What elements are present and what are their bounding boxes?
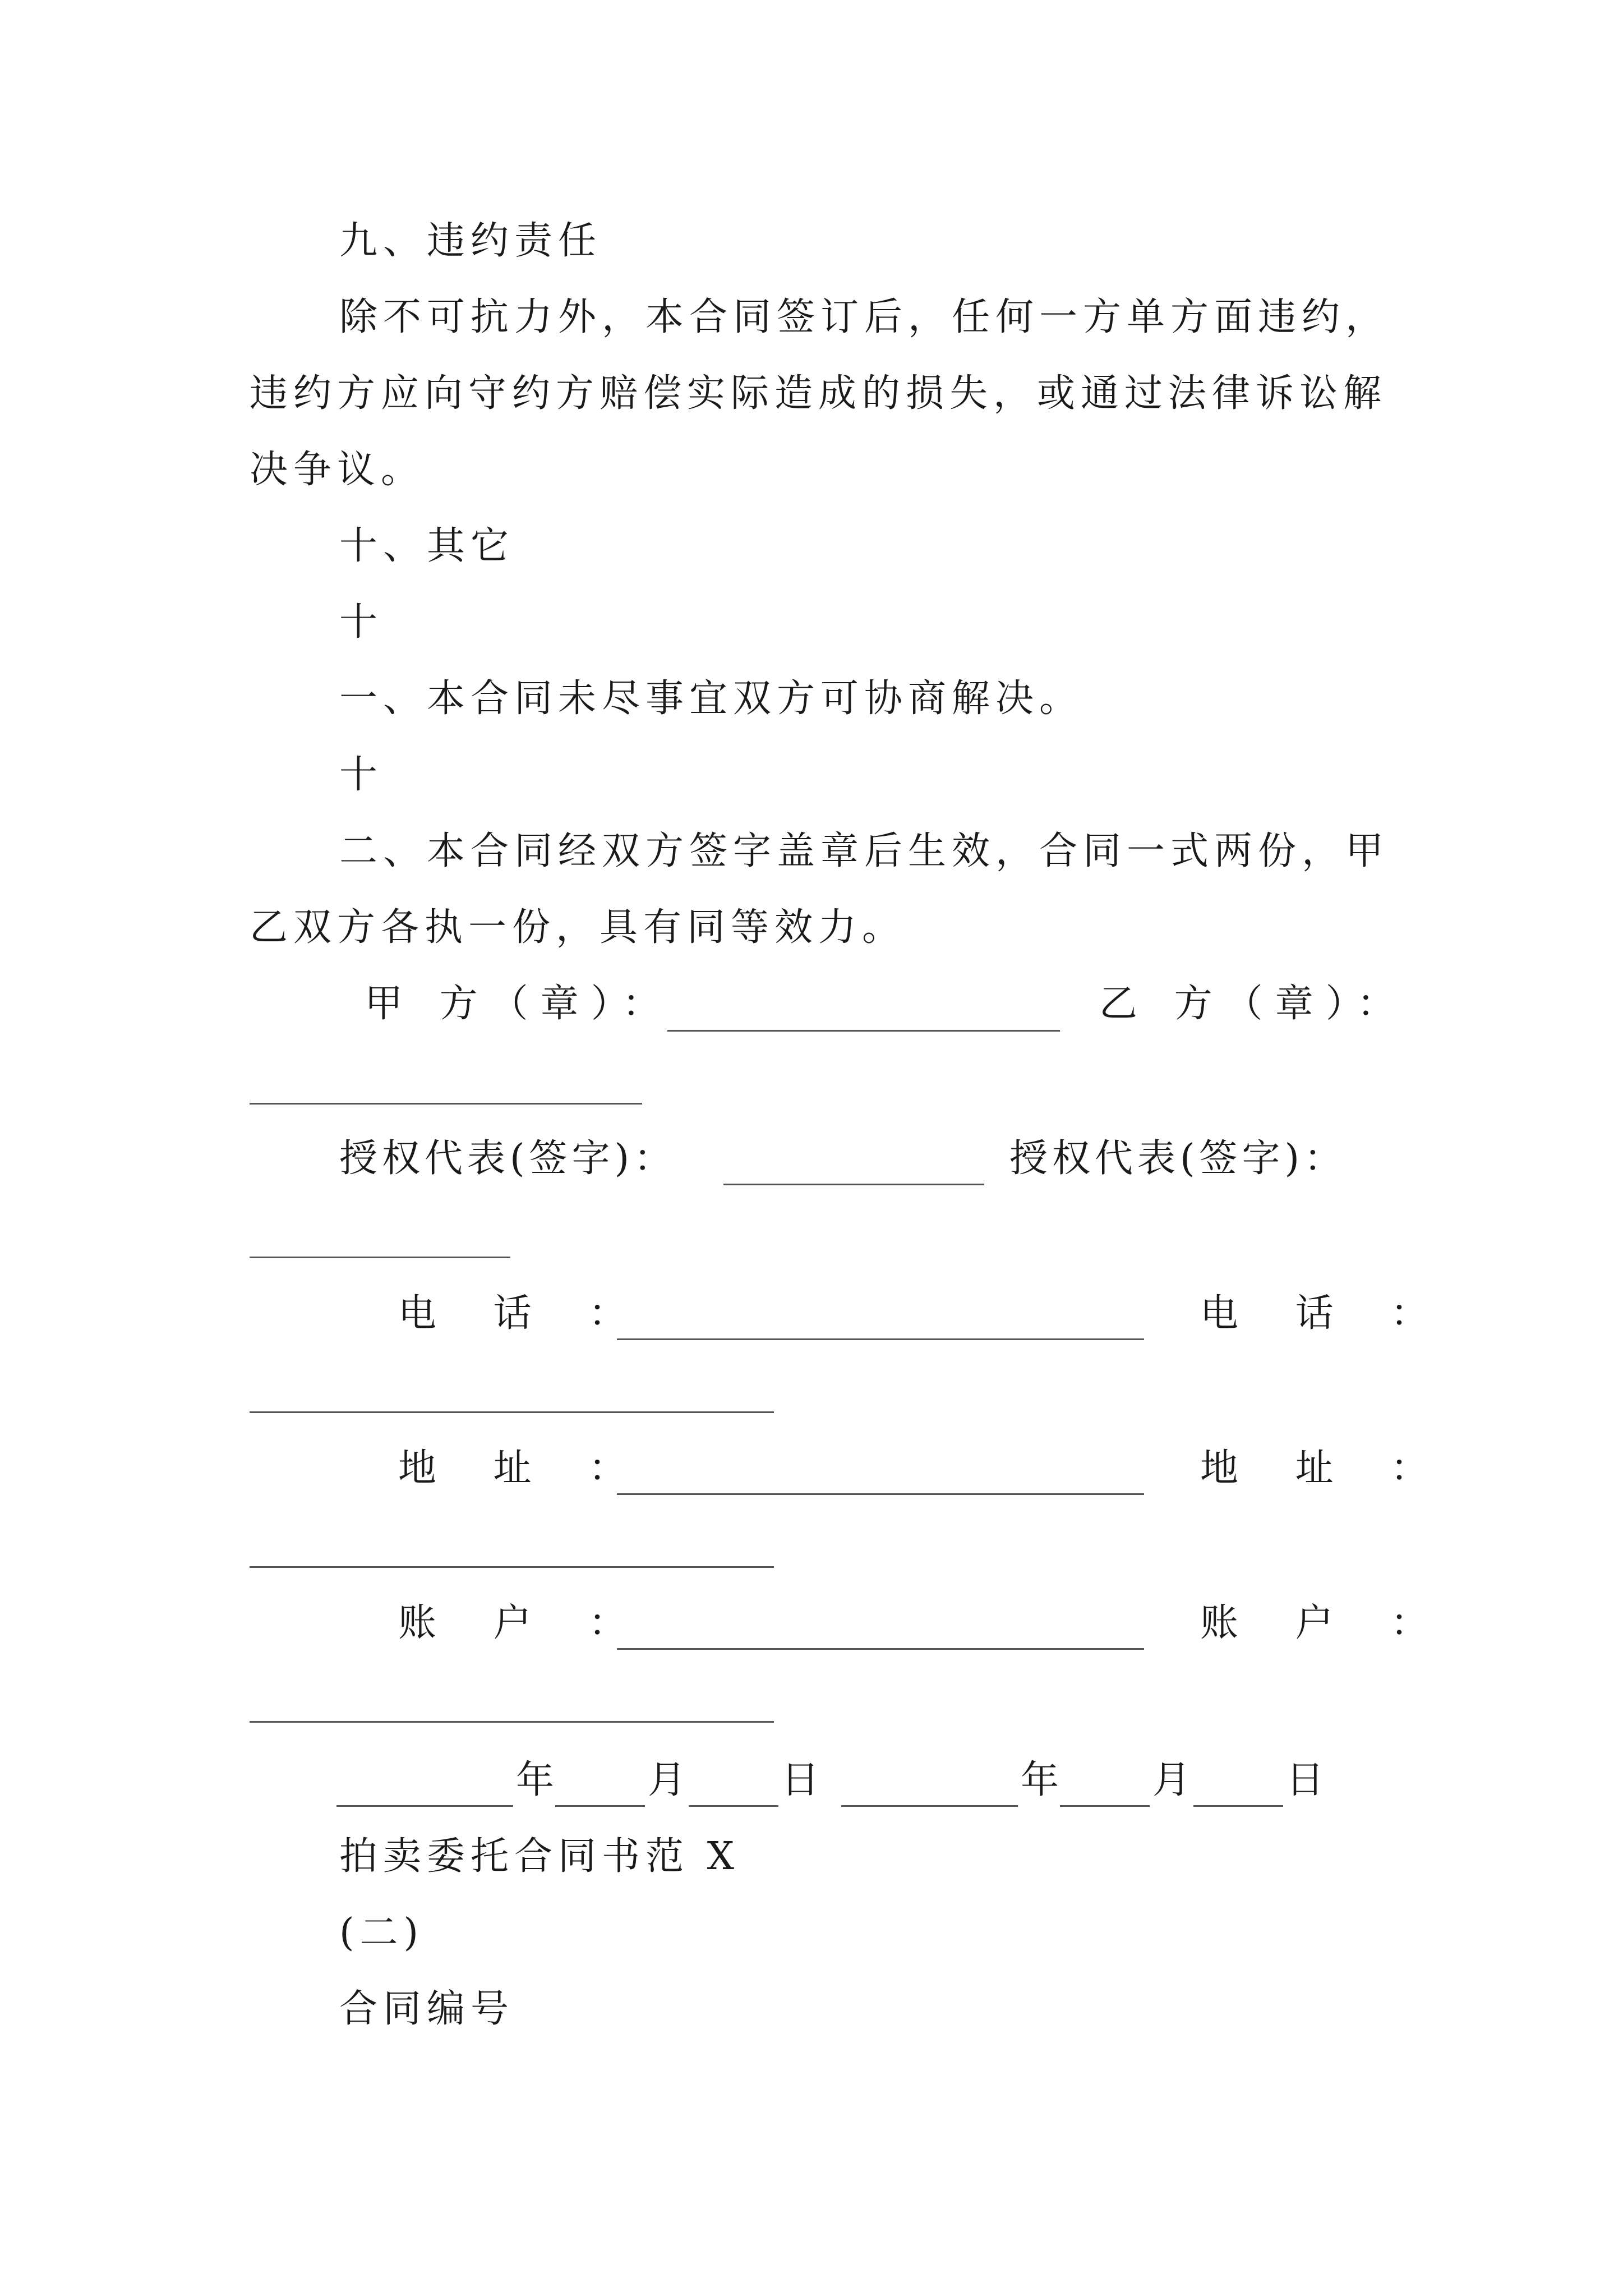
- account-a-blank: [617, 1648, 1144, 1650]
- rep-b-label: 授权代表(签字)：: [1009, 1137, 1347, 1181]
- phone-b-blank: [250, 1411, 774, 1413]
- address-b-label: 地 址 ：: [1200, 1446, 1451, 1490]
- rep-b-blank: [250, 1257, 510, 1258]
- rep-a-label: 授权代表(签字)：: [339, 1137, 677, 1181]
- party-a-seal-label: 甲 方（章）：: [365, 982, 673, 1026]
- account-b-blank: [250, 1721, 774, 1723]
- phone-a-blank: [617, 1338, 1144, 1340]
- item11-prefix: 十: [339, 600, 384, 645]
- date-a-year-blank: [336, 1805, 513, 1807]
- party-a-seal-blank: [667, 1030, 1060, 1032]
- article9-paragraph-line1: 除不可抗力外，本合同签订后，任何一方单方面违约，: [339, 295, 1390, 339]
- date-a-year-label: 年: [516, 1758, 555, 1802]
- date-a-day-blank: [689, 1805, 778, 1807]
- date-b-month-label: 月: [1152, 1758, 1191, 1802]
- date-a-month-blank: [555, 1805, 645, 1807]
- item12-prefix: 十: [339, 753, 384, 797]
- date-b-day-blank: [1193, 1805, 1283, 1807]
- article9-heading: 九、违约责任: [339, 219, 602, 263]
- article10-heading: 十、其它: [339, 524, 515, 568]
- date-a-day-label: 日: [781, 1758, 820, 1802]
- next-doc-subtitle: (二): [339, 1911, 425, 1955]
- address-a-label: 地 址 ：: [398, 1446, 649, 1490]
- date-b-day-label: 日: [1286, 1758, 1325, 1802]
- rep-a-blank: [723, 1184, 984, 1185]
- article9-paragraph-line2: 违约方应向守约方赔偿实际造成的损失，或通过法律诉讼解: [250, 371, 1387, 416]
- item12-line2: 乙双方各执一份，具有同等效力。: [250, 905, 906, 950]
- party-b-seal-blank: [250, 1103, 642, 1105]
- phone-b-label: 电 话 ：: [1200, 1291, 1451, 1336]
- address-a-blank: [617, 1493, 1144, 1495]
- date-b-month-blank: [1060, 1805, 1150, 1807]
- account-a-label: 账 户 ：: [398, 1601, 649, 1645]
- date-b-year-label: 年: [1021, 1758, 1059, 1802]
- item11-text: 一、本合同未尽事宜双方可协商解决。: [339, 677, 1083, 721]
- address-b-blank: [250, 1566, 774, 1568]
- party-b-seal-label: 乙 方（章）：: [1099, 982, 1408, 1026]
- contract-number-label: 合同编号: [339, 1987, 515, 2031]
- date-b-year-blank: [841, 1805, 1018, 1807]
- account-b-label: 账 户 ：: [1200, 1601, 1451, 1645]
- phone-a-label: 电 话 ：: [398, 1291, 649, 1336]
- next-doc-title: 拍卖委托合同书范 X: [339, 1834, 740, 1879]
- article9-paragraph-line3: 决争议。: [250, 448, 425, 492]
- item12-line1: 二、本合同经双方签字盖章后生效，合同一式两份，甲: [339, 829, 1390, 873]
- date-a-month-label: 月: [648, 1758, 686, 1802]
